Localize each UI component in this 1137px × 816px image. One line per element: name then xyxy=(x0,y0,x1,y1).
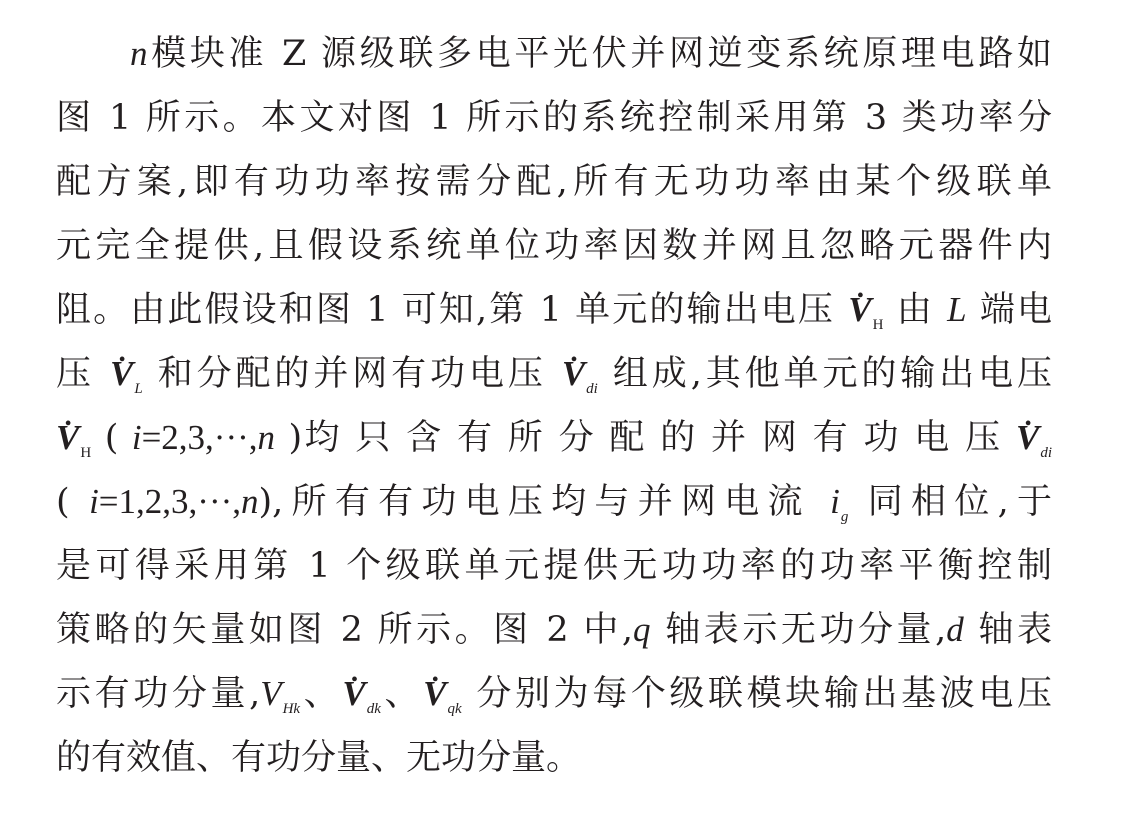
text-line-5 xyxy=(56,288,1052,347)
text-line-1 xyxy=(130,32,1052,76)
subscript: H xyxy=(872,317,884,333)
text-line-6 xyxy=(56,352,1052,411)
math-run: =2,3,···, xyxy=(141,418,258,457)
vector-V: • V xyxy=(342,672,365,716)
text-line-10 xyxy=(56,608,1052,652)
text-run: 示有功分量, xyxy=(56,674,261,714)
math-i: i xyxy=(131,418,142,457)
text-line-7 xyxy=(56,416,1052,475)
text-run: )均 只 含 有 所 分 配 的 并 网 有 功 电 压 xyxy=(288,418,1003,458)
math-q: q xyxy=(633,610,651,649)
vector-V: • V xyxy=(562,352,585,396)
text-run: 轴表 xyxy=(963,610,1052,650)
subscript: di xyxy=(1040,445,1052,461)
vector-V: • V xyxy=(110,352,133,396)
subscript: dk xyxy=(366,701,381,717)
vector-V: • V xyxy=(1016,416,1039,460)
subscript: H xyxy=(80,445,92,461)
text-run: ( xyxy=(56,482,70,522)
text-run: 分别为每个级联模块输出基波电压 xyxy=(461,674,1052,714)
text-run: 、 xyxy=(380,674,424,714)
text-run: 同相位,于 xyxy=(848,482,1052,522)
vector-V: • V xyxy=(423,672,446,716)
math-L: L xyxy=(947,290,967,329)
text-run: 端电 xyxy=(966,290,1052,330)
text-run: 、 xyxy=(300,674,343,714)
text-line-9: 是可得采用第 1 个级联单元提供无功功率的功率平衡控制 xyxy=(56,546,1052,586)
text-run: 和分配的并网有功电压 xyxy=(142,354,562,394)
subscript: Hk xyxy=(282,701,301,717)
math-n: n xyxy=(241,482,259,521)
subscript: g xyxy=(840,509,849,525)
text-run: 模块准 Z 源级联多电平光伏并网逆变系统原理电路如 xyxy=(147,34,1052,74)
text-line-11 xyxy=(56,672,1052,731)
math-run: =1,2,3,···, xyxy=(98,482,242,521)
text-run: 阻。由此假设和图 1 可知,第 1 单元的输出电压 xyxy=(56,290,849,330)
vector-V: • V xyxy=(56,416,79,460)
vector-V: • V xyxy=(848,288,871,332)
text-run: ),所有有功电压均与并网电流 xyxy=(258,482,831,522)
subscript: qk xyxy=(447,701,462,717)
math-i: i xyxy=(89,482,99,521)
subscript: L xyxy=(134,381,143,397)
math-V: V xyxy=(260,674,282,713)
text-run: 组成,其他单元的输出电压 xyxy=(597,354,1052,394)
text-run: 由 xyxy=(883,290,948,330)
text-line-3: 配方案,即有功功率按需分配,所有无功功率由某个级联单 xyxy=(56,162,1052,202)
math-d: d xyxy=(946,610,964,649)
text-line-12: 的有效值、有功分量、无功分量。 xyxy=(56,738,582,778)
subscript: di xyxy=(586,381,598,397)
text-run: 轴表示无功分量, xyxy=(650,610,947,650)
math-n: n xyxy=(130,34,148,73)
text-line-2: 图 1 所示。本文对图 1 所示的系统控制采用第 3 类功率分 xyxy=(56,98,1052,138)
math-n: n xyxy=(257,418,276,457)
text-run: 策略的矢量如图 2 所示。图 2 中, xyxy=(56,610,634,650)
text-line-4: 元完全提供,且假设系统单位功率因数并网且忽略元器件内 xyxy=(56,226,1052,266)
text-line-8 xyxy=(56,480,1052,539)
text-run: 压 xyxy=(56,354,110,394)
text-run: ( xyxy=(104,418,119,458)
math-i: i xyxy=(830,482,840,521)
